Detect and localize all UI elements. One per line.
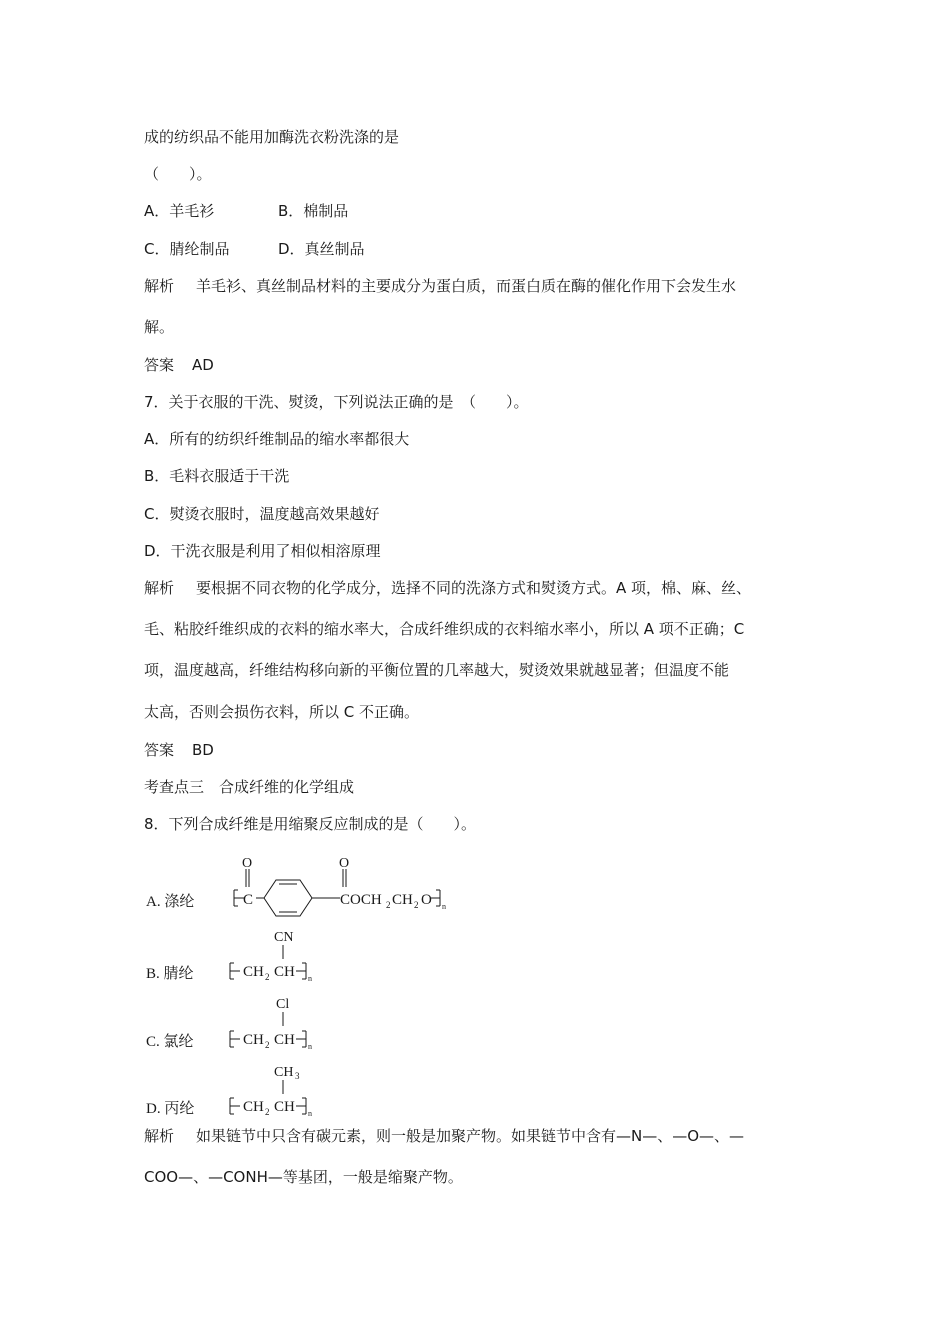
q8-analysis-text-1: 如果链节中只含有碳元素，则一般是加聚产物。如果链节中含有—N—、—O—、— bbox=[196, 1127, 745, 1145]
formula-sub-2-c: 2 bbox=[265, 1040, 270, 1050]
formula-ch3: CH bbox=[274, 1065, 294, 1080]
q7-analysis-line-3: 项，温度越高，纤维结构移向新的平衡位置的几率越大，熨烫效果就越显著；但温度不能 bbox=[144, 661, 730, 679]
formula-ch-d1: CH bbox=[243, 1099, 264, 1115]
q8-analysis-label: 解析 bbox=[144, 1127, 175, 1145]
q7-option-d: D．干洗衣服是利用了相似相溶原理 bbox=[144, 542, 381, 560]
polypropylene-structure bbox=[140, 1060, 340, 1120]
formula-cl: Cl bbox=[276, 997, 290, 1012]
q6-option-a: A．羊毛衫 bbox=[144, 202, 215, 220]
q7-answer bbox=[144, 740, 214, 760]
q8-option-d-formula bbox=[140, 1060, 340, 1120]
q7-analysis-text-1: 要根据不同衣物的化学成分，选择不同的洗涤方式和熨烫方式。A 项，棉、麻、丝、 bbox=[196, 579, 752, 597]
formula-o-3: O bbox=[421, 892, 432, 908]
q7-analysis-label: 解析 bbox=[144, 579, 175, 597]
formula-o-2: O bbox=[339, 856, 350, 871]
formula-o-1: O bbox=[242, 856, 253, 871]
formula-n-a: n bbox=[442, 902, 446, 911]
q8-option-a-formula bbox=[140, 852, 470, 922]
q7-stem: 7．关于衣服的干洗、熨烫，下列说法正确的是 （ ）。 bbox=[144, 393, 529, 411]
q8-option-d-label: D. 丙纶 bbox=[146, 1101, 195, 1117]
q6-options-ab bbox=[144, 201, 348, 221]
polyester-structure bbox=[140, 852, 470, 922]
formula-ch: CH bbox=[392, 892, 413, 908]
formula-n-b: n bbox=[308, 974, 312, 983]
formula-ch-d2: CH bbox=[274, 1099, 295, 1115]
q6-analysis-line-2: 解。 bbox=[144, 318, 175, 336]
formula-sub-2-d: 2 bbox=[265, 1107, 270, 1117]
formula-ch-c1: CH bbox=[243, 1032, 264, 1048]
q6-answer-label: 答案 bbox=[144, 356, 175, 374]
formula-n-d: n bbox=[308, 1109, 312, 1118]
acrylic-structure bbox=[140, 925, 340, 985]
formula-sub-2b: 2 bbox=[414, 900, 419, 910]
q6-option-b: B．棉制品 bbox=[278, 202, 349, 220]
formula-cooch: COCH bbox=[340, 892, 382, 908]
q7-analysis-line-2: 毛、粘胶纤维织成的衣料的缩水率大，合成纤维织成的衣料缩水率小，所以 A 项不正确；C bbox=[144, 620, 745, 638]
q8-option-b-label: B. 腈纶 bbox=[146, 966, 194, 982]
q7-analysis-line-1 bbox=[144, 578, 751, 598]
pvc-structure bbox=[140, 992, 340, 1052]
q7-option-a: A．所有的纺织纤维制品的缩水率都很大 bbox=[144, 430, 410, 448]
q6-answer-value: AD bbox=[192, 356, 214, 374]
q8-option-b-formula bbox=[140, 925, 340, 985]
q8-option-a-label: A. 涤纶 bbox=[146, 894, 195, 910]
q6-analysis-text-1: 羊毛衫、真丝制品材料的主要成分为蛋白质，而蛋白质在酶的催化作用下会发生水 bbox=[196, 277, 737, 295]
formula-sub-3: 3 bbox=[295, 1071, 300, 1081]
q8-analysis-line-2: COO—、—CONH—等基团，一般是缩聚产物。 bbox=[144, 1168, 463, 1186]
q6-option-d: D．真丝制品 bbox=[278, 240, 365, 258]
q7-option-b: B．毛料衣服适于干洗 bbox=[144, 467, 290, 485]
q8-option-c-label: C. 氯纶 bbox=[146, 1034, 194, 1050]
q6-analysis-line-1 bbox=[144, 276, 736, 296]
formula-ch-b2: CH bbox=[274, 964, 295, 980]
q7-answer-label: 答案 bbox=[144, 741, 175, 759]
q6-analysis-label: 解析 bbox=[144, 277, 175, 295]
q8-option-c-formula bbox=[140, 992, 340, 1052]
q8-stem: 8．下列合成纤维是用缩聚反应制成的是（ ）。 bbox=[144, 815, 477, 833]
formula-c-1: C bbox=[243, 892, 254, 908]
section-title: 考查点三 合成纤维的化学组成 bbox=[144, 778, 355, 796]
q6-answer bbox=[144, 355, 214, 375]
formula-n-c: n bbox=[308, 1042, 312, 1051]
q6-options-cd bbox=[144, 239, 365, 259]
formula-ch-b1: CH bbox=[243, 964, 264, 980]
q7-answer-value: BD bbox=[192, 741, 214, 759]
q6-stem-tail: 成的纺织品不能用加酶洗衣粉洗涤的是 bbox=[144, 128, 400, 146]
formula-sub-2-b: 2 bbox=[265, 972, 270, 982]
formula-cn: CN bbox=[274, 930, 294, 945]
q7-option-c: C．熨烫衣服时，温度越高效果越好 bbox=[144, 505, 380, 523]
formula-ch-c2: CH bbox=[274, 1032, 295, 1048]
q7-analysis-line-4: 太高，否则会损伤衣料，所以 C 不正确。 bbox=[144, 703, 420, 721]
q6-option-c: C．腈纶制品 bbox=[144, 240, 230, 258]
formula-sub-2a: 2 bbox=[386, 900, 391, 910]
q8-analysis-line-1 bbox=[144, 1126, 744, 1146]
q6-blank: （ ）。 bbox=[144, 165, 212, 183]
